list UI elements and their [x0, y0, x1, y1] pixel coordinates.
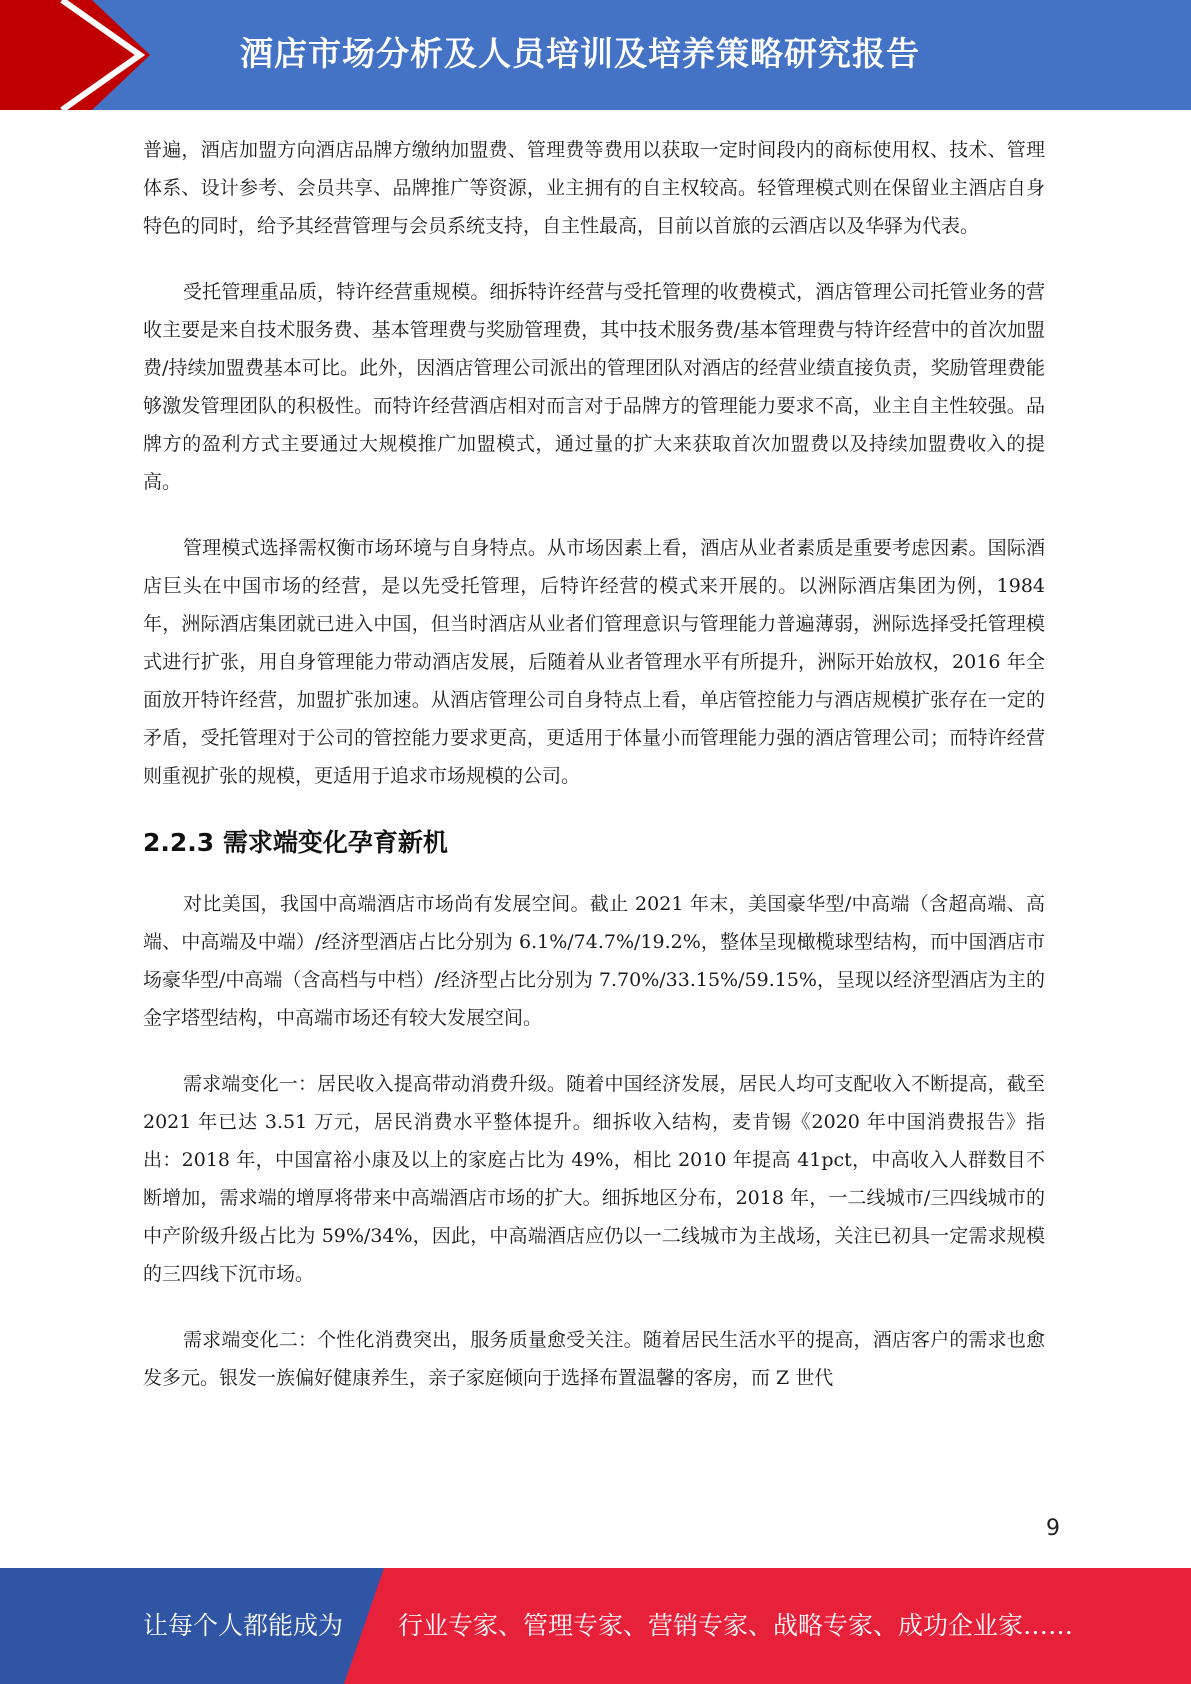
footer-roles: 行业专家、管理专家、营销专家、战略专家、成功企业家……	[398, 1611, 1074, 1640]
footer-slogan: 让每个人都能成为	[143, 1611, 344, 1640]
page-footer	[0, 1568, 1191, 1684]
body-paragraph: 管理模式选择需权衡市场环境与自身特点。从市场因素上看，酒店从业者素质是重要考虑因素。国际酒店巨头在中国市场的经营，是以先受托管理，后特许经营的模式来开展的。以洲际酒店集团为例，1984 年，洲际酒店集团就已进入中国，但当时酒店从业者们管理意识与管理能力普遍薄弱，洲际选择受托管理模式进行扩张，用自身管理能力带动酒店发展，后随着从业者管理水平有所提升，洲际开始放权，2016 年全面放开特许经营，加盟扩张加速。从酒店管理公司自身特点上看，单店管控能力与酒店规模扩张存在一定的矛盾，受托管理对于公司的管控能力要求更高，更适用于体量小而管理能力强的酒店管理公司；而特许经营则重视扩张的规模，更适用于追求市场规模的公司。	[143, 537, 1045, 787]
body-paragraph: 需求端变化二：个性化消费突出，服务质量愈受关注。随着居民生活水平的提高，酒店客户的需求也愈发多元。银发一族偏好健康养生，亲子家庭倾向于选择布置温馨的客房，而 Z 世代	[143, 1329, 1045, 1389]
report-title: 酒店市场分析及人员培训及培养策略研究报告	[240, 34, 920, 73]
body-paragraph: 对比美国，我国中高端酒店市场尚有发展空间。截止 2021 年末，美国豪华型/中高端（含超高端、高端、中高端及中端）/经济型酒店占比分别为 6.1%/74.7%/19.2%，整体呈现橄榄球型结构，而中国酒店市场豪华型/中高端（含高档与中档）/经济型占比分别为 7.70%/33.15%/59.15%，呈现以经济型酒店为主的金字塔型结构，中高端市场还有较大发展空间。	[143, 893, 1045, 1029]
body-paragraph: 需求端变化一：居民收入提高带动消费升级。随着中国经济发展，居民人均可支配收入不断提高，截至 2021 年已达 3.51 万元，居民消费水平整体提升。细拆收入结构，麦肯锡《2020 年中国消费报告》指出：2018 年，中国富裕小康及以上的家庭占比为 49%，相比 2010 年提高 41pct，中高收入人群数目不断增加，需求端的增厚将带来中高端酒店市场的扩大。细拆地区分布，2018 年，一二线城市/三四线城市的中产阶级升级占比为 59%/34%，因此，中高端酒店应仍以一二线城市为主战场，关注已初具一定需求规模的三四线下沉市场。	[143, 1073, 1045, 1285]
page-content	[143, 131, 1045, 1425]
page-number: 9	[1046, 1516, 1060, 1541]
body-paragraph: 受托管理重品质，特许经营重规模。细拆特许经营与受托管理的收费模式，酒店管理公司托管业务的营收主要是来自技术服务费、基本管理费与奖励管理费，其中技术服务费/基本管理费与特许经营中的首次加盟费/持续加盟费基本可比。此外，因酒店管理公司派出的管理团队对酒店的经营业绩直接负责，奖励管理费能够激发管理团队的积极性。而特许经营酒店相对而言对于品牌方的管理能力要求不高，业主自主性较强。品牌方的盈利方式主要通过大规模推广加盟模式，通过量的扩大来获取首次加盟费以及持续加盟费收入的提高。	[143, 281, 1045, 493]
page-header	[0, 0, 1191, 110]
section-heading: 2.2.3 需求端变化孕育新机	[143, 828, 448, 857]
header-arrow-decoration	[0, 0, 160, 110]
body-paragraph: 普遍，酒店加盟方向酒店品牌方缴纳加盟费、管理费等费用以获取一定时间段内的商标使用权、技术、管理体系、设计参考、会员共享、品牌推广等资源，业主拥有的自主权较高。轻管理模式则在保留业主酒店自身特色的同时，给予其经营管理与会员系统支持，自主性最高，目前以首旅的云酒店以及华驿为代表。	[143, 139, 1045, 237]
